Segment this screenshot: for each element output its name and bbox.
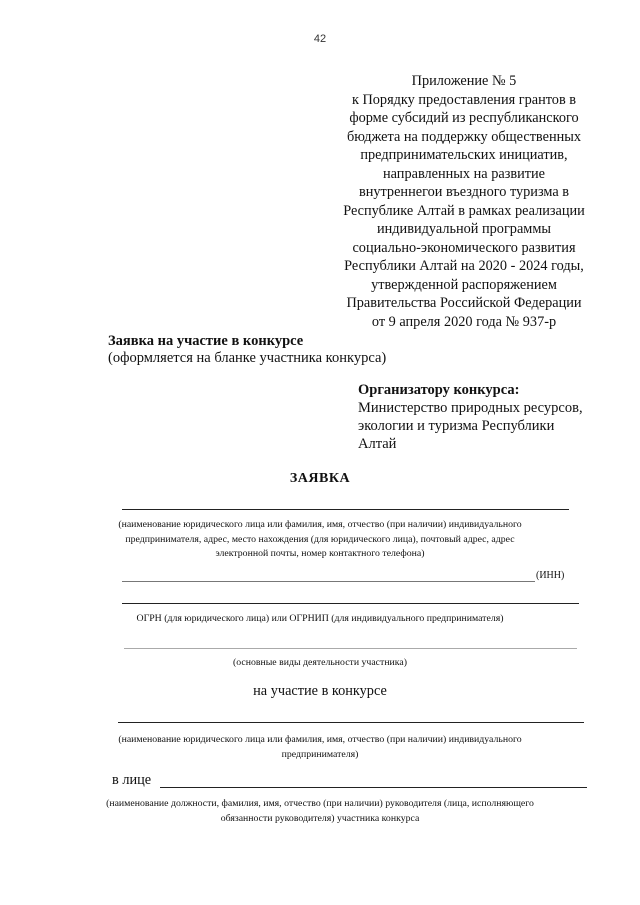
appendix-line: Республики Алтай на 2020 - 2024 годы, bbox=[344, 258, 584, 274]
activity-caption: (основные виды деятельности участника) bbox=[232, 657, 408, 668]
request-subtitle: (оформляется на бланке участника конкурса) bbox=[108, 350, 387, 366]
name2-caption bbox=[0, 733, 640, 762]
caption-line: (наименование юридического лица или фамилия, имя, отчество (при наличии) индивидуального bbox=[118, 519, 522, 530]
inn-label: (ИНН) bbox=[536, 570, 565, 581]
participation-text: на участие в конкурсе bbox=[253, 683, 387, 699]
in-person-label: в лице bbox=[112, 772, 152, 788]
caption-line: предпринимателя, адрес, место нахождения (для юридического лица), почтовый адрес, адрес bbox=[125, 533, 515, 545]
ogrn-field-line[interactable] bbox=[122, 603, 579, 604]
appendix-line: от 9 апреля 2020 года № 937-р bbox=[371, 313, 557, 330]
appendix-line: направленных на развитие bbox=[383, 165, 545, 182]
caption-line: предпринимателя) bbox=[281, 748, 359, 760]
request-title: Заявка на участие в конкурсе bbox=[108, 333, 304, 349]
caption-line: (наименование юридического лица или фамилия, имя, отчество (при наличии) индивидуального bbox=[118, 734, 522, 745]
organizer-title: Организатору конкурса: bbox=[358, 382, 520, 398]
appendix-line: бюджета на поддержку общественных bbox=[346, 128, 582, 145]
inn-field-line[interactable] bbox=[122, 581, 535, 582]
head-caption bbox=[0, 797, 640, 826]
appendix-line: утвержденной распоряжением bbox=[371, 276, 557, 293]
appendix-line: предпринимательских инициатив, bbox=[360, 147, 568, 163]
form-heading: ЗАЯВКА bbox=[289, 471, 351, 486]
organizer-line: Министерство природных ресурсов, bbox=[358, 400, 583, 416]
caption-line: (наименование должности, фамилия, имя, отчество (при наличии) руководителя (лица, исполняющего bbox=[106, 798, 534, 809]
organizer-line: Алтай bbox=[358, 436, 397, 452]
appendix-line: Республике Алтай в рамках реализации bbox=[343, 202, 585, 219]
caption-line: электронной почты, номер контактного телефона) bbox=[215, 548, 425, 559]
appendix-line: Приложение № 5 bbox=[411, 73, 517, 89]
name-field-line[interactable] bbox=[122, 509, 569, 510]
organizer-block bbox=[358, 381, 583, 453]
appendix-line: индивидуальной программы bbox=[376, 221, 552, 237]
appendix-line: социально-экономического развития bbox=[352, 239, 576, 256]
head-field-line[interactable] bbox=[160, 787, 587, 788]
activity-field-line[interactable] bbox=[124, 648, 577, 649]
name2-field-line[interactable] bbox=[118, 722, 584, 723]
caption-line: обязанности руководителя) участника конкурса bbox=[220, 812, 420, 824]
appendix-line: к Порядку предоставления грантов в bbox=[351, 91, 577, 108]
appendix-block bbox=[335, 72, 593, 331]
appendix-line: форме субсидий из республиканского bbox=[349, 110, 579, 126]
name-field-caption bbox=[0, 518, 640, 562]
ogrn-caption: ОГРН (для юридического лица) или ОГРНИП (для индивидуального предпринимателя) bbox=[136, 613, 504, 624]
appendix-line: внутреннегои въездного туризма в bbox=[358, 184, 570, 200]
organizer-line: экологии и туризма Республики bbox=[358, 418, 555, 434]
appendix-line: Правительства Российской Федерации bbox=[346, 295, 582, 311]
page-number: 42 bbox=[313, 33, 327, 45]
